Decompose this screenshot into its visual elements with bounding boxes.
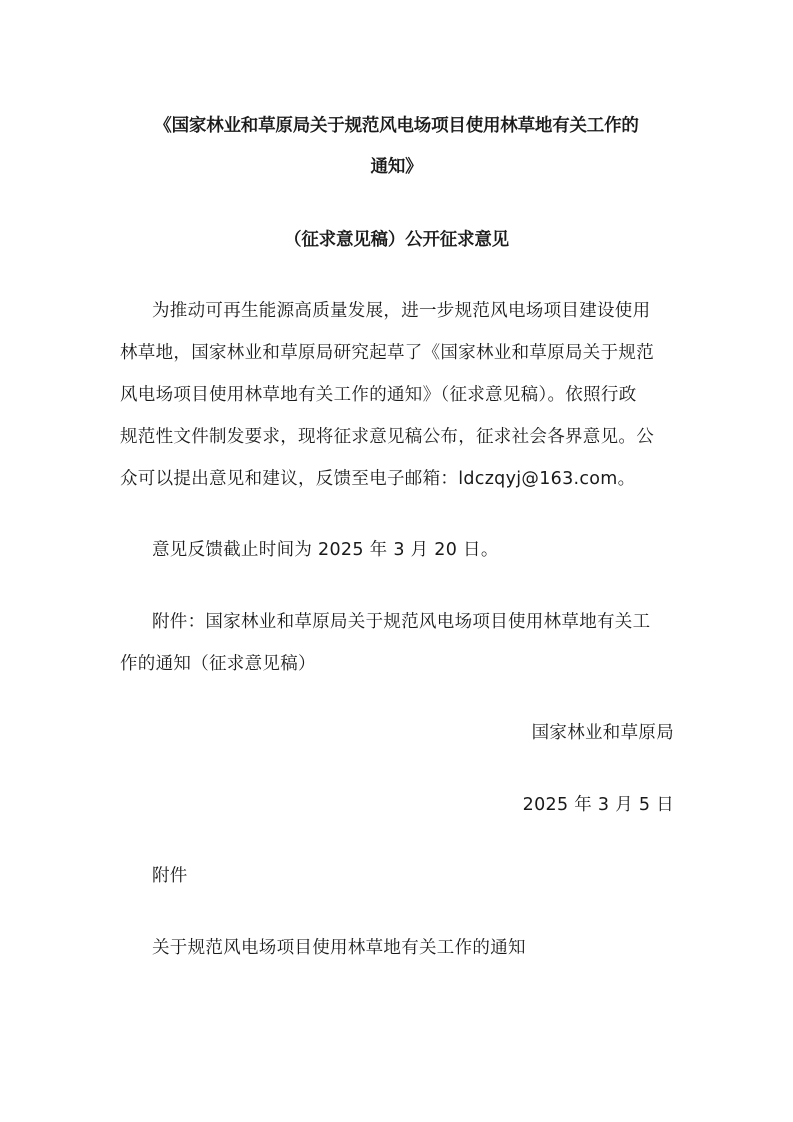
paragraph-line: 众可以提出意见和建议，反馈至电子邮箱：ldczqyj@163.com。 [120, 469, 636, 489]
issue-date: 2025 年 3 月 5 日 [522, 795, 674, 815]
paragraph-line: 附件：国家林业和草原局关于规范风电场项目使用林草地有关工 [152, 612, 651, 632]
paragraph-line: 林草地，国家林业和草原局研究起草了《国家林业和草原局关于规范 [120, 343, 654, 363]
paragraph-line: 为推动可再生能源高质量发展，进一步规范风电场项目建设使用 [152, 301, 651, 321]
document-title-line-2: 通知》 [370, 157, 423, 177]
appendix-label: 附件 [152, 866, 188, 886]
paragraph-line: 风电场项目使用林草地有关工作的通知》（征求意见稿）。依照行政 [120, 385, 637, 405]
document-title-line-1: 《国家林业和草原局关于规范风电场项目使用林草地有关工作的 [154, 116, 639, 136]
paragraph-line: 规范性文件制发要求，现将征求意见稿公布，征求社会各界意见。公 [120, 427, 654, 447]
paragraph-line: 作的通知（征求意见稿） [120, 654, 316, 674]
feedback-deadline: 意见反馈截止时间为 2025 年 3 月 20 日。 [152, 540, 499, 560]
appendix-heading: 关于规范风电场项目使用林草地有关工作的通知 [152, 938, 526, 958]
document-subtitle: （征求意见稿）公开征求意见 [284, 230, 509, 250]
issuer-signature: 国家林业和草原局 [531, 723, 674, 743]
